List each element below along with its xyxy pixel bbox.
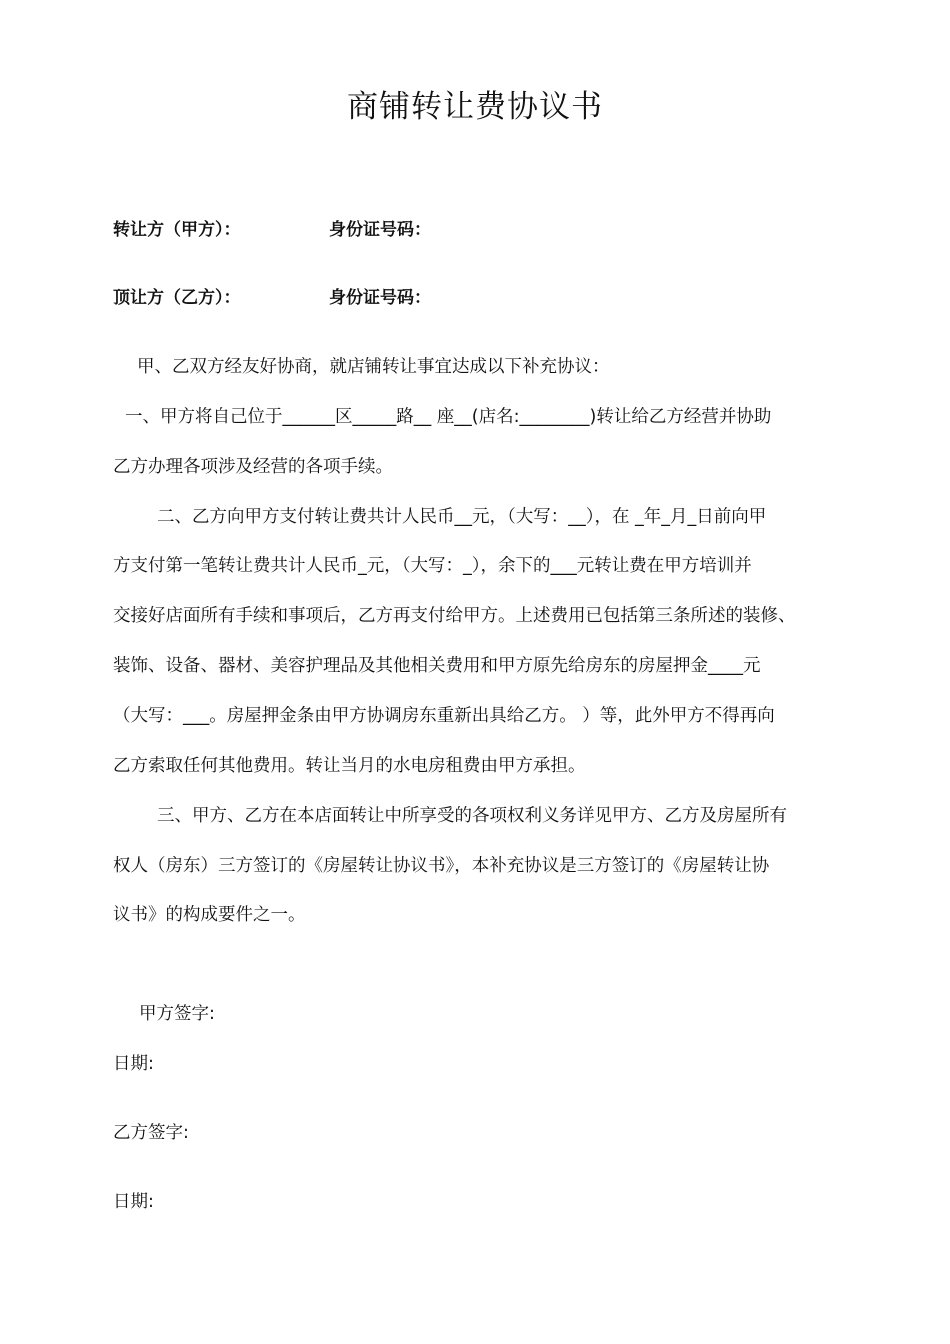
clause-1-line-1: 一、甲方将自己位于______区_____路__ 座__(店名:________)转让给乙方经营并协助: [125, 407, 772, 427]
clause-2-line-3: 交接好店面所有手续和事项后，乙方再支付给甲方。上述费用已包括第三条所述的装修、: [113, 606, 796, 626]
party-b-row: [113, 285, 431, 311]
party-b-signature-label: 乙方签字:: [113, 1123, 189, 1143]
clause-3-line-3: 议书》的构成要件之一。: [113, 905, 306, 925]
clause-3-line-2: 权人（房东）三方签订的《房屋转让协议书》，本补充协议是三方签订的《房屋转让协: [113, 856, 770, 876]
party-b-label: 顶让方（乙方）：: [113, 288, 241, 308]
party-a-label: 转让方（甲方）：: [113, 220, 241, 240]
date-label-1: 日期:: [113, 1054, 154, 1074]
clause-3-line-1: 三、甲方、乙方在本店面转让中所享受的各项权利义务详见甲方、乙方及房屋所有: [157, 806, 787, 826]
clause-2-line-5: （大写：___。房屋押金条由甲方协调房东重新出具给乙方。 ）等，此外甲方不得再向: [113, 706, 775, 726]
party-a-signature-label: 甲方签字:: [139, 1004, 215, 1024]
clause-2-line-6: 乙方索取任何其他费用。转让当月的水电房租费由甲方承担。: [113, 756, 586, 776]
clause-2-line-2: 方支付第一笔转让费共计人民币_元，（大写：_），余下的___元转让费在甲方培训并: [113, 556, 752, 576]
document-title: 商铺转让费协议书: [347, 89, 603, 125]
clause-2-line-1: 二、乙方向甲方支付转让费共计人民币__元，（大写：__），在 _年_月_日前向甲: [157, 507, 767, 527]
date-label-2: 日期:: [113, 1192, 154, 1212]
party-a-id-label: 身份证号码：: [329, 220, 431, 240]
clause-1-line-2: 乙方办理各项涉及经营的各项手续。: [113, 457, 393, 477]
clause-2-line-4: 装饰、设备、器材、美容护理品及其他相关费用和甲方原先给房东的房屋押金____元: [113, 656, 761, 676]
intro-paragraph: 甲、乙双方经友好协商，就店铺转让事宜达成以下补充协议：: [137, 357, 610, 377]
party-a-row: [113, 217, 431, 243]
party-b-id-label: 身份证号码：: [329, 288, 431, 308]
